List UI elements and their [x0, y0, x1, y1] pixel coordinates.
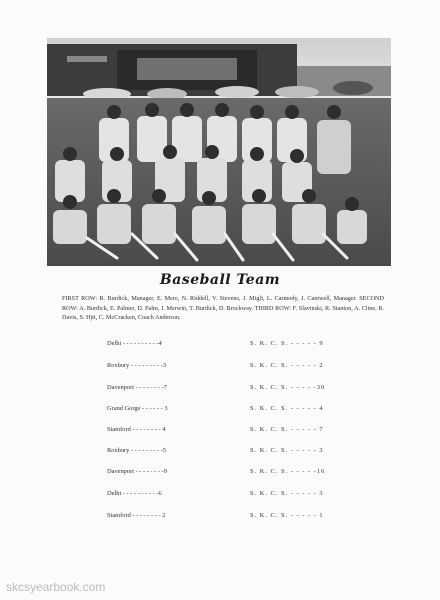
score-row: [0, 490, 440, 500]
score-row: [0, 468, 440, 478]
team-photo: [47, 38, 391, 266]
score-row: [0, 405, 440, 415]
opponent-score: Davenport - - - - - - - -9: [107, 468, 167, 475]
opponent-score: Grand Gorge - - - - - - 3: [107, 405, 168, 412]
opponent-score: Roxbury - - - - - - - - -5: [107, 447, 167, 454]
skcs-score: S. K. C. S. - - - - - 3: [250, 447, 324, 454]
opponent-score: Stamford - - - - - - - - 4: [107, 426, 166, 433]
score-row: [0, 426, 440, 436]
skcs-score: S. K. C. S. - - - - - 1: [250, 512, 324, 519]
watermark: skcsyearbook.com: [6, 580, 106, 594]
opponent-score: Roxbury - - - - - - - - -3: [107, 362, 167, 369]
page-title: Baseball Team: [159, 272, 281, 288]
score-row: [0, 340, 440, 350]
skcs-score: S. K. C. S. - - - - - 3: [250, 490, 324, 497]
score-row: [0, 512, 440, 522]
score-row: [0, 384, 440, 394]
opponent-score: Delhi - - - - - - - - - -4: [107, 340, 162, 347]
skcs-score: S. K. C. S. - - - - - 4: [250, 405, 324, 412]
score-row: [0, 447, 440, 457]
team-roster-caption: FIRST ROW: R. Burdick, Manager, E. Mere, N. Riddell, V. Stevens, J. Migli, L. Carmody, J. Cantwell, Manager. SECOND ROW: A. Burdick, E. Palmer, D. Palm, J. Merwin, T. Burdick, D. Brockway. THIRD ROW: F. Slavinski, R. Stanton, A. Cline, R. Davis, S. Hjtt, C. McCracken, Coach Anderson.: [62, 295, 384, 322]
skcs-score: S. K. C. S. - - - - - 9: [250, 340, 324, 347]
skcs-score: S. K. C. S. - - - - - 2: [250, 362, 324, 369]
skcs-score: S. K. C. S. - - - - -16: [250, 468, 326, 475]
score-row: [0, 362, 440, 372]
opponent-score: Davenport - - - - - - - -7: [107, 384, 167, 391]
skcs-score: S. K. C. S. - - - - -30: [250, 384, 326, 391]
opponent-score: Delhi - - - - - - - - - -6: [107, 490, 162, 497]
skcs-score: S. K. C. S. - - - - - 7: [250, 426, 324, 433]
opponent-score: Stamford - - - - - - - - 2: [107, 512, 166, 519]
